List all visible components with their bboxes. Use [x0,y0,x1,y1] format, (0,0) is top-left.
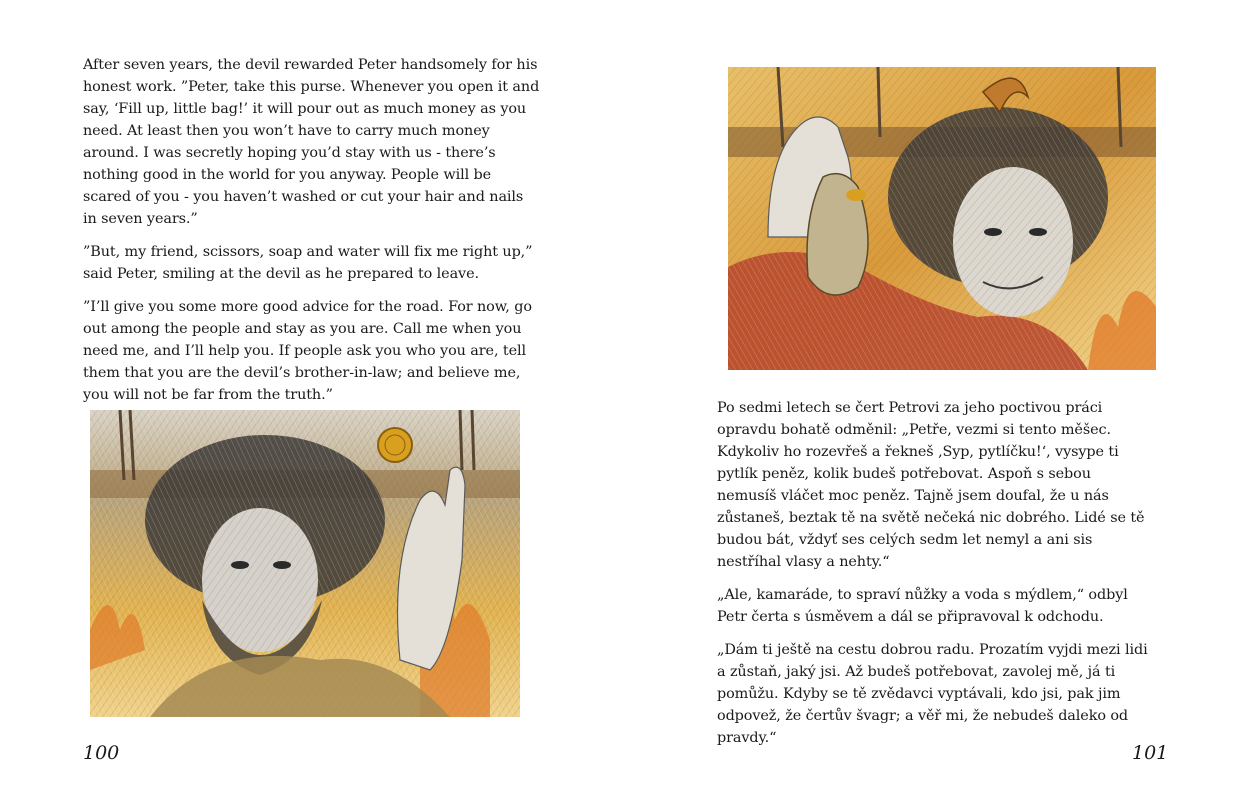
illustration-devil-with-purse [728,67,1156,370]
paragraph: „Dám ti ještě na cestu dobrou radu. Prozatím vyjdi mezi lidi a zůstaň, jaký jsi. Až budeš potřebovat, zavolej mě, já ti pomůžu. Kdyby se tě zvědavci vyptávali, kdo jsi, pak jim odpovež, že čertův švagr; a věř mi, že nebudeš daleko od pravdy.“ [717,642,1148,746]
illustration-man-with-coin [90,410,520,717]
paragraph: ”I’ll give you some more good advice for the road. For now, go out among the people and stay as you are. Call me when you need me, and I’ll help you. If people ask you who you are, tell them that you are the devil’s brother-in-law; and believe me, you will not be far from the truth.” [83,299,532,403]
page-number: 100 [83,742,120,764]
english-text [83,54,541,417]
paragraph: Po sedmi letech se čert Petrovi za jeho poctivou práci opravdu bohatě odměnil: „Petře, vezmi si tento měšec. Kdykoliv ho rozevřeš a řekneš ‚Syp, pytlíčku!‘, vysype ti pytlík peněz, kolik budeš potřebovat. Aspoň s sebou nemusíš vláčet moc peněz. Tajně jsem doufal, že u nás zůstaneš, beztak tě na světě nečeká nic dobrého. Lidé se tě budou bát, vždyť ses celých sedm let nemyl a ani sis nestříhal vlasy a nehty.“ [717,400,1145,570]
right-page [622,0,1244,800]
devil-with-purse-drawing [728,67,1156,370]
paragraph: „Ale, kamaráde, to spraví nůžky a voda s mýdlem,“ odbyl Petr čerta s úsměvem a dál se připravoval k odchodu. [717,587,1128,625]
page-number: 101 [1132,742,1169,764]
man-with-coin-drawing [90,410,520,717]
paragraph: After seven years, the devil rewarded Peter handsomely for his honest work. ”Peter, take this purse. Whenever you open it and say, ‘Fill up, little bag!’ it will pour out as much money as you need. At least then you won’t have to carry much money around. I was secretly hoping you’d stay with us - there’s nothing good in the world for you anyway. People will be scared of you - you haven’t washed or cut your hair and nails in seven years.” [83,57,540,227]
czech-text [717,397,1153,760]
paragraph: ”But, my friend, scissors, soap and water will fix me right up,” said Peter, smiling at the devil as he prepared to leave. [83,244,533,282]
